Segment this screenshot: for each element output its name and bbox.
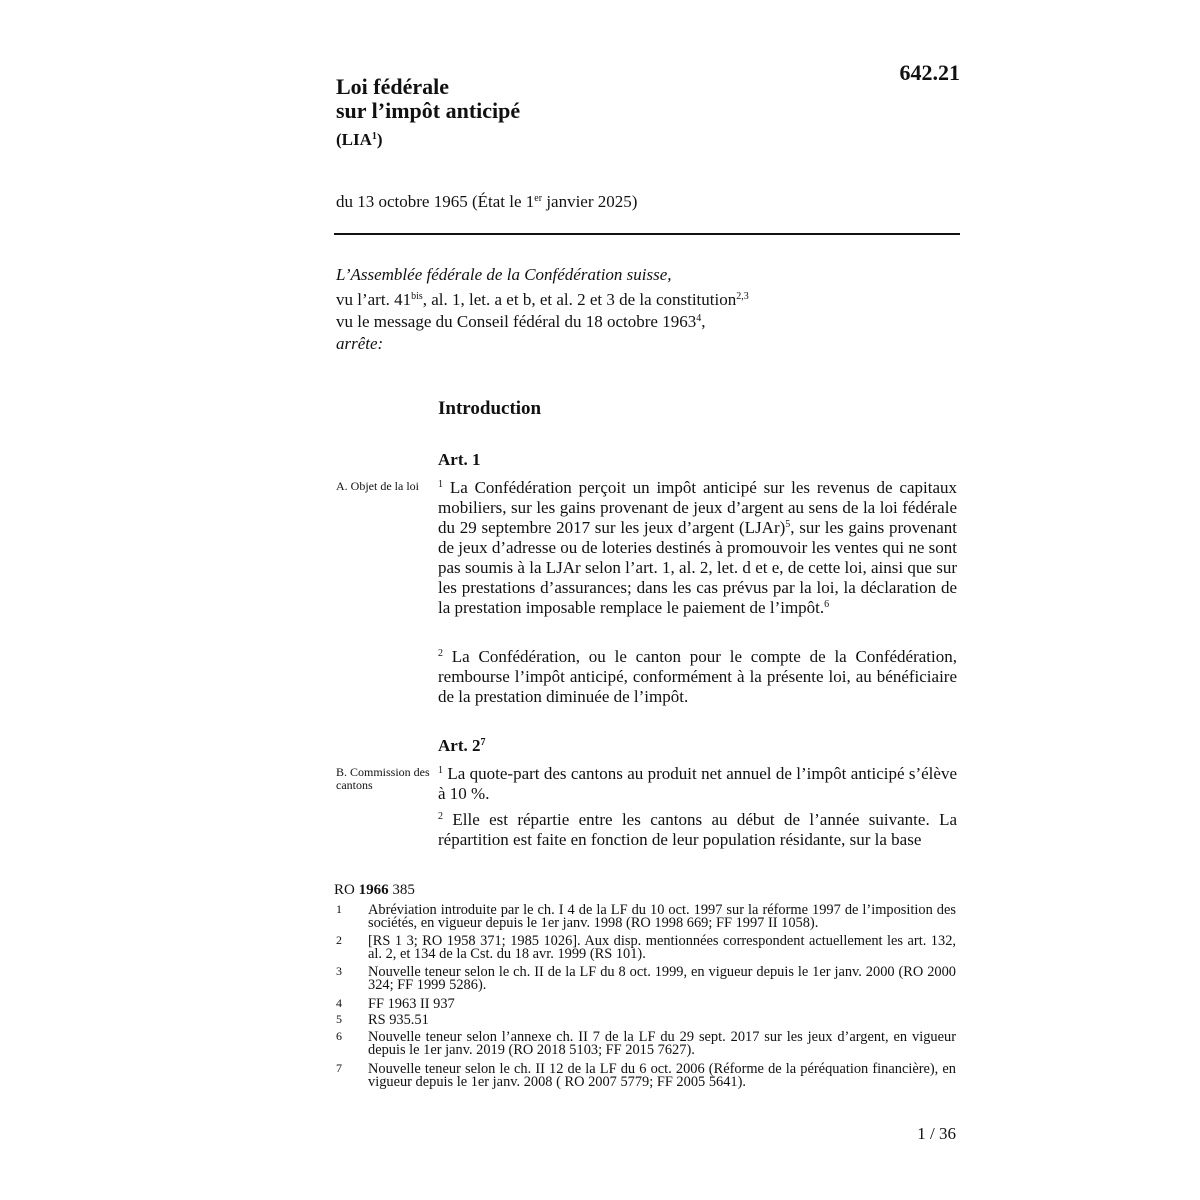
footnote-text: FF 1963 II 937 (368, 996, 455, 1012)
preamble-assembly: L’Assemblée fédérale de la Confédération suisse, (336, 265, 672, 284)
footnote-number: 6 (336, 1029, 342, 1043)
preamble-arrete: arrête: (336, 334, 384, 353)
article-1-paragraph-1: $^1$ La Confédération perçoit un impôt anticipé sur les revenus de capitaux mobiliers, sur les gains provenant de jeux d’argent au sens de la loi fédérale du 29 septembre 2017 sur les jeux d’argent (LJAr)$^5$, sur les gains provenant de jeux d’adresse ou de loteries destinés à promouvoir les ventes qui ne sont pas soumis à la LJAr selon l’art. 1, al. 2, let. d et e, de cette loi, ainsi que sur les prestations d’assurances; dans les cas prévus par la loi, la déclaration de la prestation imposable remplace le paiement de l’impôt.$^6$ (438, 478, 957, 617)
footnote-number: 1 (336, 902, 342, 916)
page-number: 1 / 36 (917, 1124, 956, 1143)
preamble-vu-message: vu le message du Conseil fédéral du 18 octobre 1963$^4$, (336, 312, 706, 331)
footnote-number: 3 (336, 964, 342, 978)
footnote-text: Abréviation introduite par le ch. I 4 de la LF du 10 oct. 1997 sur la réforme 1997 de l’imposition des sociétés, en vigueur depuis le 1er janv. 1998 (RO 1998 669; FF 1997 II 1058). (368, 902, 956, 931)
ro-reference: RO 1966 385 (334, 882, 415, 898)
law-title-line-2: sur l’impôt anticipé (336, 98, 521, 123)
footnote-number: 2 (336, 933, 342, 947)
law-abbreviation: (LIA$^1$) (336, 130, 383, 149)
law-date: du 13 octobre 1965 (État le 1er janvier 2025) (336, 192, 638, 211)
header-divider (334, 233, 960, 235)
article-1-paragraph-2: $^2$ La Confédération, ou le canton pour le compte de la Confédération, rembourse l’impôt anticipé, conformément à la présente loi, au bénéficiaire de la prestation diminuée de l’impôt. (438, 647, 957, 706)
article-1-title: Art. 1 (438, 450, 481, 469)
footnote-text: [RS 1 3; RO 1958 371; 1985 1026]. Aux disp. mentionnées correspondent actuellement les art. 132, al. 2, et 134 de la Cst. du 18 avr. 1999 (RS 101). (368, 933, 956, 962)
article-2-margin-note: B. Commission des cantons (336, 765, 430, 792)
preamble-vu-constitution: vu l’art. $41^{bis}$, al. 1, let. a et b, et al. 2 et 3 de la constitution$^{2,3}$ (336, 290, 749, 309)
law-title-line-1: Loi fédérale (336, 74, 450, 99)
footnote-number: 5 (336, 1012, 342, 1026)
footnote-text: Nouvelle teneur selon le ch. II de la LF du 8 oct. 1999, en vigueur depuis le 1er janv. 2000 (RO 2000 324; FF 1999 5286). (368, 964, 956, 993)
sr-number: 642.21 (899, 60, 960, 85)
footnote-ref-4[interactable]: 4 (696, 313, 702, 324)
article-1-margin-note: A. Objet de la loi (336, 479, 419, 493)
footnote-ref-1[interactable]: 1 (371, 131, 377, 142)
footnote-text: Nouvelle teneur selon le ch. II 12 de la LF du 6 oct. 2006 (Réforme de la péréquation financière), en vigueur depuis le 1er janv. 2008 ( RO 2007 5779; FF 2005 5641). (368, 1061, 956, 1090)
article-2-title: Art. $2^7$ (438, 736, 486, 755)
footnote-ref-2-3[interactable]: 2,3 (736, 291, 749, 302)
footnote-number: 7 (336, 1061, 342, 1075)
footnote-ref-7[interactable]: 7 (480, 737, 486, 748)
footnote-text: RS 935.51 (368, 1012, 429, 1028)
footnote-ref-6[interactable]: 6 (824, 599, 830, 610)
footnote-ref-5[interactable]: 5 (785, 519, 791, 530)
footnote-number: 4 (336, 996, 342, 1010)
section-heading-introduction: Introduction (438, 398, 542, 419)
article-2-paragraph-2: $^2$ Elle est répartie entre les cantons au début de l’année suivante. La répartition est faite en fonction de leur population résidante, sur la base (438, 810, 957, 849)
article-2-paragraph-1: $^1$ La quote-part des cantons au produit net annuel de l’impôt anticipé s’élève à 10 %. (438, 764, 957, 803)
footnote-text: Nouvelle teneur selon l’annexe ch. II 7 de la LF du 29 sept. 2017 sur les jeux d’argent, en vigueur depuis le 1er janv. 2019 (RO 2018 5103; FF 2015 7627). (368, 1029, 956, 1058)
